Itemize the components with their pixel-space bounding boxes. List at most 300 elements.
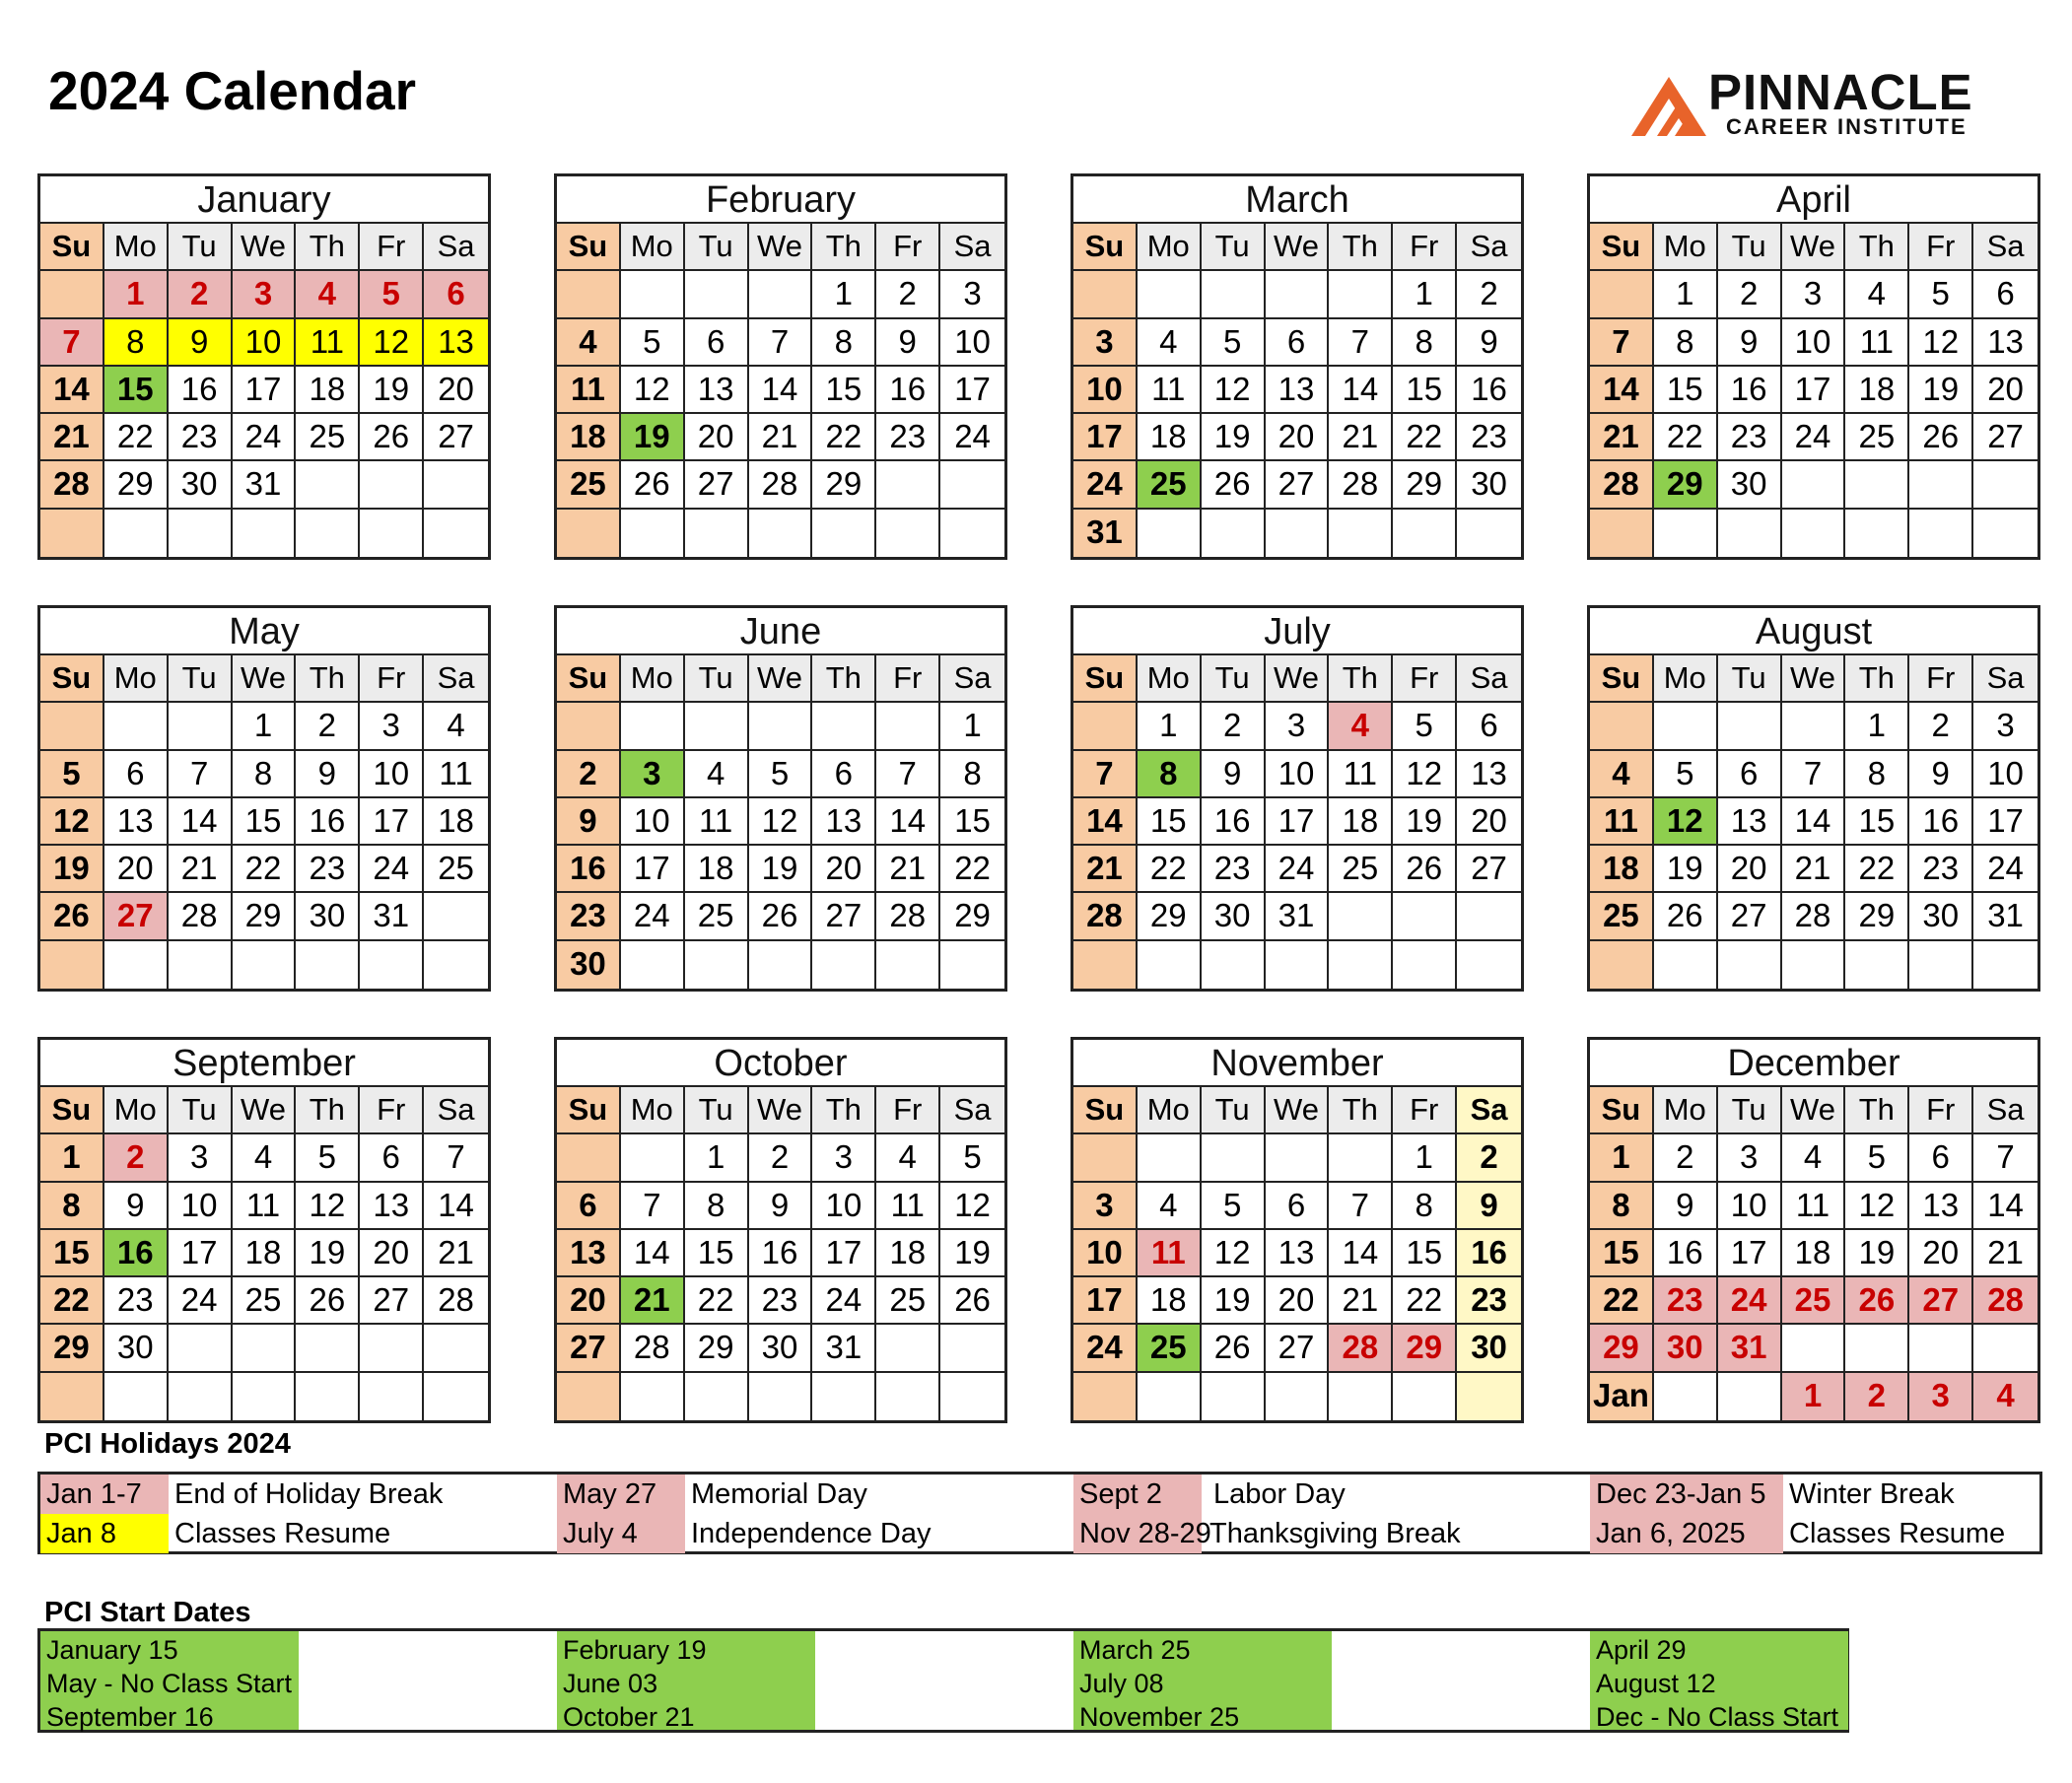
- day-cell: 28: [621, 1325, 685, 1372]
- day-cell: 28: [1590, 461, 1654, 509]
- day-cell: 30: [749, 1325, 813, 1372]
- day-cell: 1: [1590, 1134, 1654, 1182]
- day-cell: 26: [1654, 893, 1718, 940]
- day-cell: 13: [1718, 798, 1782, 846]
- day-cell: 30: [104, 1325, 169, 1372]
- day-cell: 24: [233, 414, 297, 461]
- day-cell: 22: [40, 1277, 104, 1325]
- day-cell: [40, 941, 104, 989]
- weekday-header: We: [1266, 1087, 1330, 1134]
- day-cell: [1654, 703, 1718, 750]
- day-cell: 11: [557, 367, 621, 414]
- day-cell: [40, 271, 104, 318]
- day-cell: 17: [1073, 414, 1138, 461]
- day-cell: 20: [360, 1230, 424, 1277]
- day-cell: 8: [812, 319, 876, 367]
- day-cell: 22: [1393, 414, 1457, 461]
- holidays-title: PCI Holidays 2024: [44, 1428, 291, 1460]
- day-cell: [1202, 1373, 1266, 1420]
- day-cell: 27: [1973, 414, 2037, 461]
- day-cell: 9: [1457, 319, 1521, 367]
- day-cell: [621, 703, 685, 750]
- month-august: [1587, 605, 2040, 992]
- weekday-header: Sa: [1973, 1087, 2037, 1134]
- day-cell: 21: [1590, 414, 1654, 461]
- day-cell: [296, 941, 360, 989]
- day-cell: 31: [360, 893, 424, 940]
- day-cell: [296, 461, 360, 509]
- day-cell: 1: [1393, 1134, 1457, 1182]
- day-cell: [1845, 510, 1909, 557]
- weekday-header: Su: [40, 1087, 104, 1134]
- weekday-header: Fr: [360, 224, 424, 271]
- day-cell: 29: [1138, 893, 1202, 940]
- day-cell: 27: [360, 1277, 424, 1325]
- day-cell: 28: [1973, 1277, 2037, 1325]
- day-cell: 10: [1073, 367, 1138, 414]
- day-cell: [1073, 941, 1138, 989]
- day-cell: 20: [1266, 1277, 1330, 1325]
- day-cell: [1909, 510, 1973, 557]
- day-cell: 12: [1393, 751, 1457, 798]
- holiday-date: May 27: [557, 1474, 685, 1514]
- holiday-name: Classes Resume: [1789, 1518, 2006, 1549]
- day-cell: 13: [557, 1230, 621, 1277]
- holiday-name: Winter Break: [1789, 1478, 1955, 1510]
- day-cell: 25: [1138, 461, 1202, 509]
- day-cell: 16: [104, 1230, 169, 1277]
- day-cell: 20: [812, 846, 876, 893]
- day-cell: 21: [621, 1277, 685, 1325]
- weekday-header: Sa: [1457, 1087, 1521, 1134]
- day-cell: [1654, 510, 1718, 557]
- day-cell: 2: [557, 751, 621, 798]
- day-cell: [557, 703, 621, 750]
- month-grid: [1590, 224, 2037, 557]
- day-cell: 30: [1909, 893, 1973, 940]
- day-cell: 23: [1654, 1277, 1718, 1325]
- day-cell: [812, 1373, 876, 1420]
- day-cell: 1: [940, 703, 1004, 750]
- holiday-date: Sept 2: [1073, 1474, 1202, 1514]
- day-cell: 11: [685, 798, 749, 846]
- month-october: [554, 1037, 1007, 1423]
- pinnacle-mountain-icon: [1631, 75, 1720, 136]
- holiday-date: July 4: [557, 1514, 685, 1553]
- day-cell: [1266, 1134, 1330, 1182]
- weekday-header: Mo: [621, 655, 685, 703]
- day-cell: [1138, 941, 1202, 989]
- day-cell: [1329, 893, 1393, 940]
- holiday-date: Dec 23-Jan 5: [1590, 1474, 1783, 1514]
- month-grid: [557, 224, 1004, 557]
- day-cell: 4: [557, 319, 621, 367]
- weekday-header: Th: [812, 1087, 876, 1134]
- day-cell: 30: [1457, 1325, 1521, 1372]
- day-cell: 10: [940, 319, 1004, 367]
- day-cell: [749, 941, 813, 989]
- day-cell: 20: [104, 846, 169, 893]
- weekday-header: Th: [1329, 224, 1393, 271]
- day-cell: 25: [685, 893, 749, 940]
- day-cell: 4: [1845, 271, 1909, 318]
- day-cell: 7: [40, 319, 104, 367]
- day-cell: [1973, 1325, 2037, 1372]
- day-cell: 8: [40, 1183, 104, 1230]
- start-dates-column: [1590, 1631, 1848, 1730]
- weekday-header: Mo: [1654, 655, 1718, 703]
- day-cell: [169, 1373, 233, 1420]
- day-cell: 19: [749, 846, 813, 893]
- day-cell: 24: [812, 1277, 876, 1325]
- day-cell: [876, 1373, 940, 1420]
- day-cell: 4: [233, 1134, 297, 1182]
- day-cell: 15: [1590, 1230, 1654, 1277]
- day-cell: 5: [940, 1134, 1004, 1182]
- weekday-header: Tu: [1202, 1087, 1266, 1134]
- weekday-header: Fr: [1393, 1087, 1457, 1134]
- day-cell: 12: [1909, 319, 1973, 367]
- day-cell: [169, 510, 233, 557]
- day-cell: 7: [169, 751, 233, 798]
- day-cell: 25: [233, 1277, 297, 1325]
- month-title: July: [1073, 608, 1521, 655]
- day-cell: 14: [1329, 367, 1393, 414]
- day-cell: 5: [360, 271, 424, 318]
- day-cell: 30: [557, 941, 621, 989]
- day-cell: 16: [749, 1230, 813, 1277]
- day-cell: 28: [1329, 461, 1393, 509]
- day-cell: [749, 271, 813, 318]
- day-cell: 30: [296, 893, 360, 940]
- day-cell: 18: [1329, 798, 1393, 846]
- day-cell: 31: [1266, 893, 1330, 940]
- weekday-header: Fr: [1393, 224, 1457, 271]
- start-date: November 25: [1079, 1702, 1240, 1732]
- day-cell: 17: [1973, 798, 2037, 846]
- day-cell: 3: [169, 1134, 233, 1182]
- day-cell: [876, 941, 940, 989]
- day-cell: [1457, 510, 1521, 557]
- day-cell: 4: [1138, 319, 1202, 367]
- day-cell: 1: [685, 1134, 749, 1182]
- day-cell: 10: [1266, 751, 1330, 798]
- day-cell: [940, 1325, 1004, 1372]
- day-cell: 6: [1266, 1183, 1330, 1230]
- day-cell: 15: [1393, 367, 1457, 414]
- weekday-header: Mo: [621, 224, 685, 271]
- day-cell: [1393, 941, 1457, 989]
- day-cell: 7: [1329, 319, 1393, 367]
- day-cell: 3: [1073, 319, 1138, 367]
- weekday-header: Mo: [1138, 655, 1202, 703]
- day-cell: 18: [424, 798, 488, 846]
- weekday-header: Su: [40, 224, 104, 271]
- day-cell: [940, 1373, 1004, 1420]
- day-cell: 7: [1329, 1183, 1393, 1230]
- day-cell: 10: [233, 319, 297, 367]
- day-cell: 18: [557, 414, 621, 461]
- weekday-header: Th: [1845, 1087, 1909, 1134]
- day-cell: 11: [296, 319, 360, 367]
- day-cell: 6: [360, 1134, 424, 1182]
- day-cell: [812, 941, 876, 989]
- day-cell: 27: [1266, 1325, 1330, 1372]
- logo-subtitle: CAREER INSTITUTE: [1726, 114, 1968, 139]
- day-cell: [1073, 703, 1138, 750]
- day-cell: [1782, 1325, 1846, 1372]
- day-cell: 21: [1073, 846, 1138, 893]
- day-cell: 20: [1973, 367, 2037, 414]
- day-cell: [233, 941, 297, 989]
- day-cell: [621, 510, 685, 557]
- day-cell: [1266, 941, 1330, 989]
- day-cell: [1718, 1373, 1782, 1420]
- day-cell: 1: [40, 1134, 104, 1182]
- weekday-header: Sa: [940, 655, 1004, 703]
- day-cell: 29: [1845, 893, 1909, 940]
- day-cell: 29: [812, 461, 876, 509]
- weekday-header: Mo: [104, 224, 169, 271]
- weekday-header: Su: [1073, 224, 1138, 271]
- day-cell: 30: [1202, 893, 1266, 940]
- weekday-header: Tu: [1718, 224, 1782, 271]
- day-cell: Jan: [1590, 1373, 1654, 1420]
- day-cell: 9: [296, 751, 360, 798]
- day-cell: 31: [1973, 893, 2037, 940]
- day-cell: 27: [104, 893, 169, 940]
- day-cell: 27: [557, 1325, 621, 1372]
- day-cell: 6: [685, 319, 749, 367]
- day-cell: 8: [685, 1183, 749, 1230]
- day-cell: 23: [1457, 414, 1521, 461]
- day-cell: [1782, 461, 1846, 509]
- weekday-header: Su: [557, 224, 621, 271]
- weekday-header: Th: [296, 655, 360, 703]
- weekday-header: Mo: [1654, 1087, 1718, 1134]
- day-cell: 25: [1782, 1277, 1846, 1325]
- day-cell: 17: [1782, 367, 1846, 414]
- day-cell: 12: [1654, 798, 1718, 846]
- day-cell: 19: [1845, 1230, 1909, 1277]
- day-cell: [1329, 1373, 1393, 1420]
- day-cell: 16: [1909, 798, 1973, 846]
- weekday-header: Tu: [1718, 655, 1782, 703]
- month-may: [37, 605, 491, 992]
- day-cell: 2: [876, 271, 940, 318]
- day-cell: 19: [360, 367, 424, 414]
- day-cell: [685, 271, 749, 318]
- day-cell: [1973, 510, 2037, 557]
- day-cell: 26: [940, 1277, 1004, 1325]
- weekday-header: We: [1266, 655, 1330, 703]
- day-cell: 18: [233, 1230, 297, 1277]
- day-cell: [424, 461, 488, 509]
- day-cell: 12: [40, 798, 104, 846]
- day-cell: 5: [1845, 1134, 1909, 1182]
- day-cell: 23: [876, 414, 940, 461]
- day-cell: 27: [1266, 461, 1330, 509]
- day-cell: [1202, 271, 1266, 318]
- day-cell: 1: [1782, 1373, 1846, 1420]
- weekday-header: Tu: [1202, 224, 1266, 271]
- day-cell: 21: [1329, 1277, 1393, 1325]
- day-cell: 3: [621, 751, 685, 798]
- day-cell: [621, 1373, 685, 1420]
- weekday-header: Mo: [1138, 1087, 1202, 1134]
- day-cell: [876, 461, 940, 509]
- day-cell: 13: [812, 798, 876, 846]
- day-cell: 22: [1654, 414, 1718, 461]
- day-cell: 7: [1590, 319, 1654, 367]
- day-cell: 2: [169, 271, 233, 318]
- day-cell: 20: [424, 367, 488, 414]
- day-cell: 28: [749, 461, 813, 509]
- day-cell: 4: [1782, 1134, 1846, 1182]
- weekday-header: Su: [557, 1087, 621, 1134]
- day-cell: 7: [621, 1183, 685, 1230]
- weekday-header: Sa: [1973, 224, 2037, 271]
- day-cell: 16: [1457, 1230, 1521, 1277]
- start-date: June 03: [563, 1669, 658, 1698]
- day-cell: [1073, 271, 1138, 318]
- day-cell: 19: [1393, 798, 1457, 846]
- day-cell: [169, 703, 233, 750]
- day-cell: 10: [621, 798, 685, 846]
- day-cell: 4: [424, 703, 488, 750]
- month-grid: [40, 224, 488, 557]
- weekday-header: Sa: [1457, 224, 1521, 271]
- day-cell: [749, 703, 813, 750]
- day-cell: [1654, 941, 1718, 989]
- month-title: June: [557, 608, 1004, 655]
- day-cell: 5: [1393, 703, 1457, 750]
- day-cell: 16: [1654, 1230, 1718, 1277]
- day-cell: 28: [1073, 893, 1138, 940]
- day-cell: 3: [1718, 1134, 1782, 1182]
- weekday-header: Su: [1590, 1087, 1654, 1134]
- day-cell: [1590, 941, 1654, 989]
- day-cell: 5: [1654, 751, 1718, 798]
- month-grid: [40, 655, 488, 989]
- day-cell: 5: [1202, 319, 1266, 367]
- day-cell: 3: [233, 271, 297, 318]
- day-cell: 3: [940, 271, 1004, 318]
- day-cell: 15: [1138, 798, 1202, 846]
- day-cell: 13: [1266, 367, 1330, 414]
- day-cell: 12: [940, 1183, 1004, 1230]
- start-date: April 29: [1596, 1635, 1687, 1665]
- day-cell: 1: [1845, 703, 1909, 750]
- day-cell: 21: [1973, 1230, 2037, 1277]
- day-cell: 19: [1202, 1277, 1266, 1325]
- day-cell: [876, 703, 940, 750]
- day-cell: 29: [1654, 461, 1718, 509]
- day-cell: 10: [1073, 1230, 1138, 1277]
- month-grid: [1073, 224, 1521, 557]
- day-cell: 11: [233, 1183, 297, 1230]
- day-cell: 8: [1138, 751, 1202, 798]
- weekday-header: Fr: [1909, 224, 1973, 271]
- day-cell: 25: [1138, 1325, 1202, 1372]
- day-cell: 27: [685, 461, 749, 509]
- day-cell: 9: [104, 1183, 169, 1230]
- day-cell: [1718, 510, 1782, 557]
- holiday-name: Memorial Day: [691, 1478, 867, 1510]
- day-cell: 15: [812, 367, 876, 414]
- day-cell: 9: [876, 319, 940, 367]
- day-cell: 11: [1329, 751, 1393, 798]
- day-cell: 17: [1266, 798, 1330, 846]
- day-cell: 22: [1138, 846, 1202, 893]
- month-grid: [557, 655, 1004, 989]
- day-cell: [104, 1373, 169, 1420]
- day-cell: 11: [1138, 367, 1202, 414]
- holiday-date: Nov 28-29: [1073, 1514, 1202, 1553]
- day-cell: 28: [876, 893, 940, 940]
- holiday-name: Classes Resume: [174, 1518, 391, 1549]
- day-cell: 11: [424, 751, 488, 798]
- weekday-header: Th: [1845, 224, 1909, 271]
- day-cell: 23: [169, 414, 233, 461]
- day-cell: [1138, 510, 1202, 557]
- weekday-header: Th: [1329, 655, 1393, 703]
- day-cell: [557, 1373, 621, 1420]
- day-cell: 23: [104, 1277, 169, 1325]
- day-cell: 31: [812, 1325, 876, 1372]
- logo: [1631, 64, 1986, 140]
- weekday-header: Th: [812, 655, 876, 703]
- day-cell: 2: [1654, 1134, 1718, 1182]
- day-cell: 4: [1138, 1183, 1202, 1230]
- day-cell: 15: [104, 367, 169, 414]
- day-cell: [685, 703, 749, 750]
- day-cell: 24: [1973, 846, 2037, 893]
- day-cell: 1: [233, 703, 297, 750]
- day-cell: 25: [557, 461, 621, 509]
- day-cell: 27: [1457, 846, 1521, 893]
- day-cell: 6: [1909, 1134, 1973, 1182]
- day-cell: 22: [104, 414, 169, 461]
- day-cell: 8: [1393, 319, 1457, 367]
- day-cell: 2: [1909, 703, 1973, 750]
- month-title: April: [1590, 176, 2037, 224]
- weekday-header: Fr: [1393, 655, 1457, 703]
- day-cell: 13: [685, 367, 749, 414]
- weekday-header: Sa: [424, 655, 488, 703]
- day-cell: 3: [1073, 1183, 1138, 1230]
- month-title: September: [40, 1040, 488, 1087]
- day-cell: 13: [1266, 1230, 1330, 1277]
- day-cell: [876, 1325, 940, 1372]
- day-cell: 24: [1718, 1277, 1782, 1325]
- month-november: [1071, 1037, 1524, 1423]
- day-cell: 13: [1457, 751, 1521, 798]
- day-cell: 8: [233, 751, 297, 798]
- day-cell: [1718, 941, 1782, 989]
- weekday-header: We: [233, 1087, 297, 1134]
- day-cell: 18: [1782, 1230, 1846, 1277]
- day-cell: 16: [1202, 798, 1266, 846]
- day-cell: 15: [1654, 367, 1718, 414]
- day-cell: 18: [1590, 846, 1654, 893]
- day-cell: [424, 941, 488, 989]
- day-cell: 25: [1329, 846, 1393, 893]
- day-cell: 26: [1845, 1277, 1909, 1325]
- day-cell: 15: [40, 1230, 104, 1277]
- day-cell: 22: [940, 846, 1004, 893]
- day-cell: 4: [1329, 703, 1393, 750]
